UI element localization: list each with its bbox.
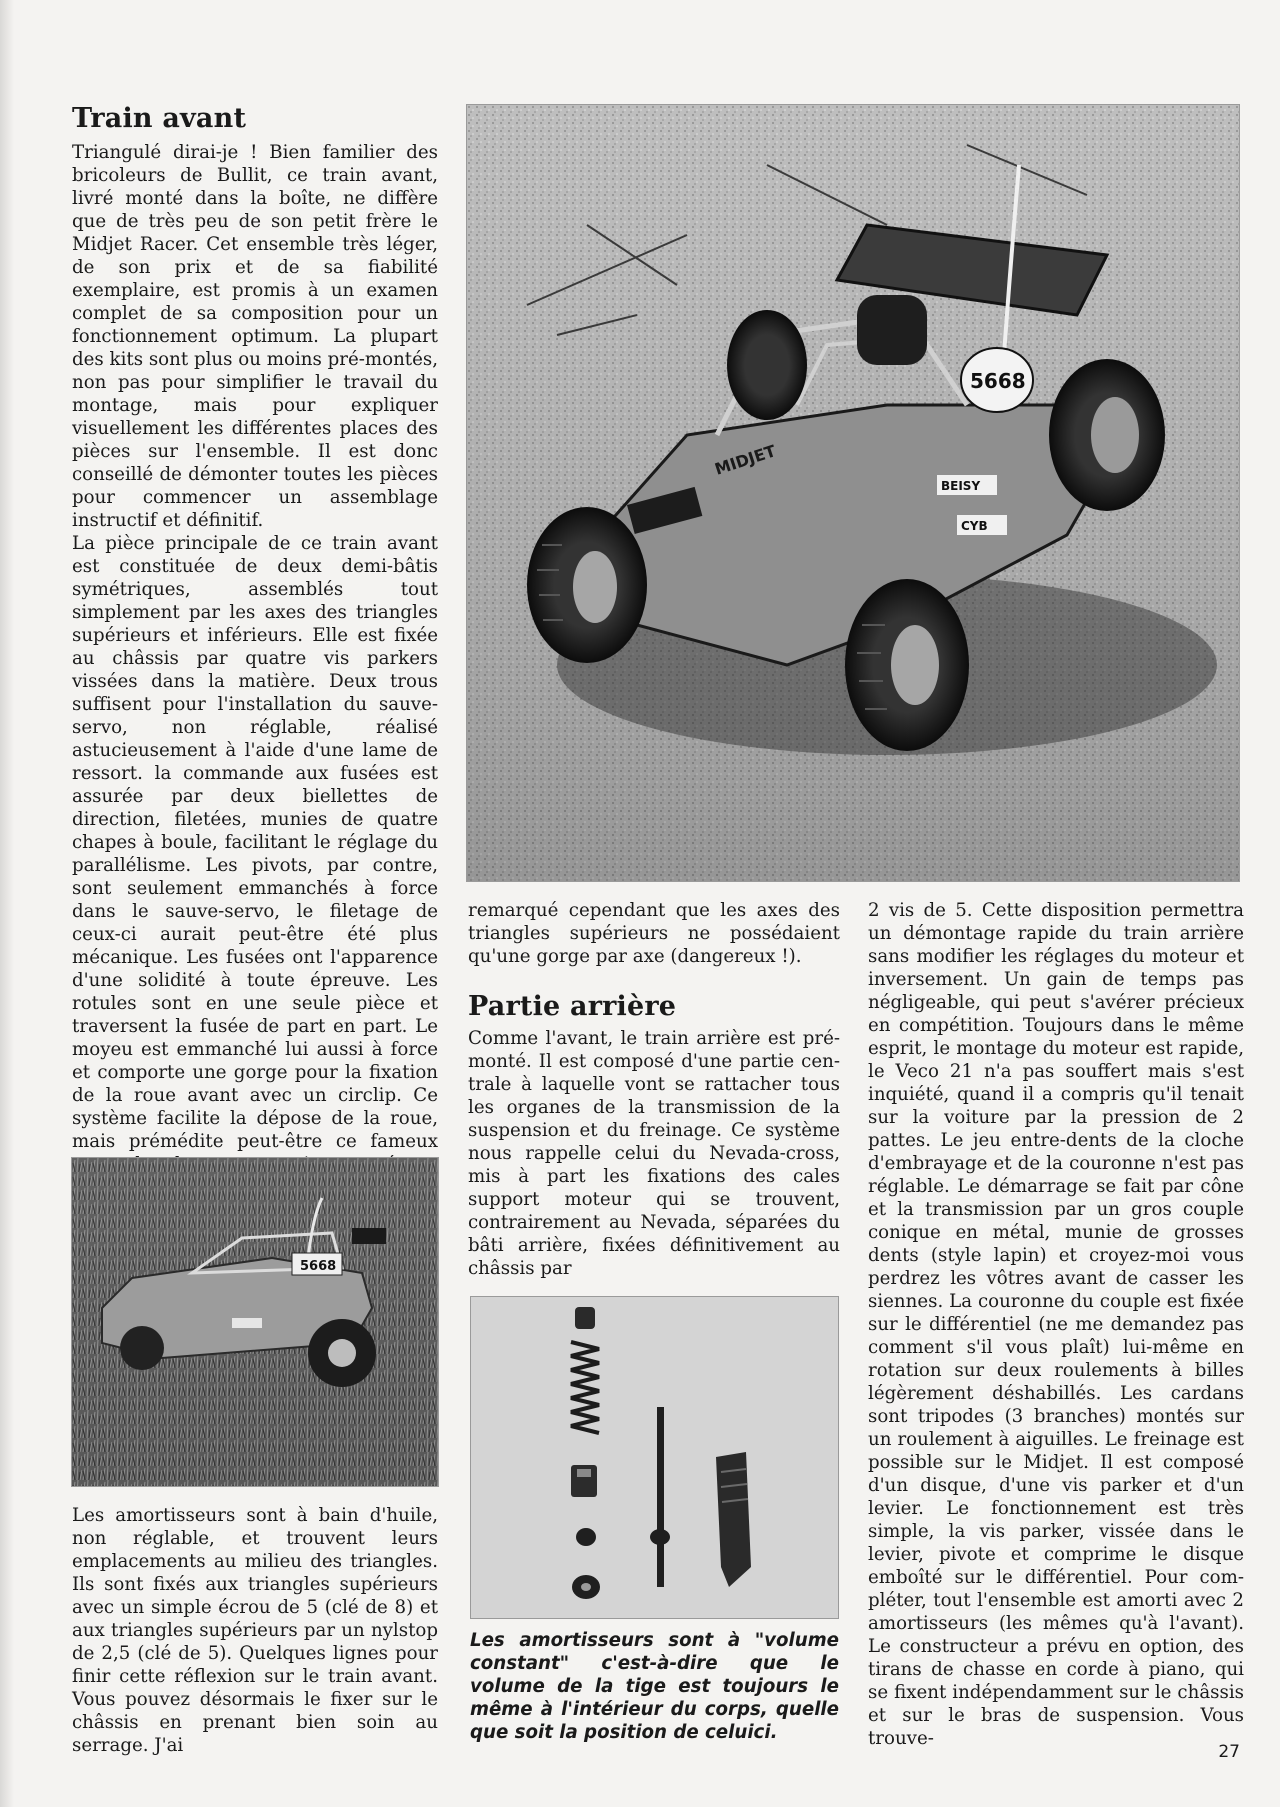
col3-paragraph: 2 vis de 5. Cette disposition permettra un démontage rapide du train arrière sans modifier les réglages du moteur et inversement. Un gain de temps pas négligeable, qui peut s'avérer précieux en compétition. Toujours dans le même esprit, le montage du moteur est rapide, le Veco 21 n'a pas souffert mais s'est inquiété, quand il a compris qu'il tenait sur la voiture par la pression de 2 pattes. Le jeu entre-dents de la cloche d'embrayage et de la couronne n'est pas réglable. Le démarrage se fait par cône et la transmission par un gros couple conique en métal, munie de grosses dents (style lapin) et croyez-moi vous perdrez les vôtres avant de casser les siennes. La couronne du couple est fixée sur le différentiel (ne me demandez pas comment s'il vous plaît) lui-même en rotation sur deux roulements à billes légèrement déshabillés. Les cardans sont tripodes (3 branches) montés sur un roulement à aiguilles. Le freinage est possible sur le Midjet. Il est composé d'un disque, d'une vis parker et d'un levier. Le fonctionnement est très simple, la vis parker, vissée dans le levier, pivote et comprime le disque emboîté sur le différentiel. Pour compléter, tout l'ensemble est amorti avec 2 amortisseurs (les mêmes qu'à l'avant). Le constructeur a prévu en option, des tirans de chasse en corde à piano, qui se fixent indépendamment sur le châssis et sur le bras de suspension. Vous trouve- xyxy=(868,900,1244,1749)
front-paragraph-3: Les amortisseurs sont à bain d'huile, non réglable, et trouvent leurs emplacements au milieu des triangles. Ils sont fixés aux triangles supérieurs avec un simple écrou de 5 (clé de 8) et aux triangles supérieurs par un nylstop de 2,5 (clé de 5). Quelques lignes pour finir cette réflexion sur le train avant. Vous pouvez désormais le fixer sur le châssis en prenant bien soin au serrage. J'ai xyxy=(72,1505,438,1756)
shock-caption-block xyxy=(470,1629,839,1744)
column-2 xyxy=(468,899,840,1280)
section-title-rear: Partie arrière xyxy=(468,991,677,1022)
main-car-sponsor-1: BEISY xyxy=(941,479,981,493)
section-title-front: Train avant xyxy=(72,103,247,134)
front-paragraph-2: La pièce principale de ce train avant est constituée de deux demi-bâtis symétriques, assemblés tout simplement par les axes des triangles supérieurs et inférieurs. Elle est fixée au châssis par quatre vis parkers vissées dans la matière. Deux trous suffisent pour l'installation du sauve-servo, non réglable, réalisé astucieusement à l'aide d'une lame de ressort. la commande aux fusées est assurée par deux biellettes de direction, filetées, munies de quatre chapes à boule, facilitant le réglage du parallélisme. Les pivots, par contre, sont seulement emmanchés à force dans le sauve-servo, le filetage de ceux-ci aurait peut-être été plus mécanique. Les fusées ont l'apparence d'une solidité à toute épreuve. Les rotules sont en une seule pièce et traversent la fusée de part en part. Le moyeu est emmanché lui aussi à force et comporte une gorge pour la fixation de la roue avant avec un circlip. Ce système facilite la dépose de la roue, mais prémédite peut-être ce fameux xyxy=(72,533,438,1152)
main-car-brand: MIDJET xyxy=(712,441,779,479)
rear-paragraph: Comme l'avant, le train arrière est prémonté. Il est composé d'une partie centrale à laquelle vont se rattacher tous les organes de la transmission de la suspension et du freinage. Ce système nous rappelle celui du Nevada-cross, mis à part les fixations des cales support moteur qui se trouvent, contrairement au Nevada, séparées du bâti arrière, fixées définitivement au châssis par xyxy=(468,1028,840,1279)
photo-shock-absorber-parts xyxy=(470,1296,839,1619)
column-1-bottom xyxy=(72,1504,438,1757)
shock-caption: Les amortisseurs sont à "volume constant" c'est-à-dire que le volume de la tige est toujours le même à l'intérieur du corps, quelle que soit la position de celuici. xyxy=(470,1630,839,1743)
car-in-grass-image xyxy=(72,1158,439,1487)
main-car-sponsor-2: CYB xyxy=(961,519,988,533)
main-car-image xyxy=(467,105,1240,882)
column-1 xyxy=(72,104,438,1199)
shock-absorber-image xyxy=(471,1297,839,1619)
photo-main-car xyxy=(466,104,1240,882)
col2-top-paragraph: remarqué cependant que les axes des triangles supérieurs ne possédaient qu'une gorge par axe (dangereux !). xyxy=(468,900,840,967)
main-car-number: 5668 xyxy=(970,369,1026,393)
scan-edge xyxy=(0,0,14,1807)
page-number: 27 xyxy=(1218,1742,1240,1762)
small-car-number: 5668 xyxy=(300,1259,337,1274)
column-3 xyxy=(868,899,1244,1750)
front-paragraph-1: Triangulé dirai-je ! Bien familier des bricoleurs de Bullit, ce train avant, livré monté dans la boîte, ne diffère que de très peu de son petit frère le Midjet Racer. Cet ensemble très léger, de son prix et de sa fiabilité exemplaire, est promis à un examen complet de sa composition pour un fonctionnement optimum. La plupart des kits sont plus ou moins pré-montés, non pas pour simplifier le travail du montage, mais pour expliquer visuellement les différentes places des pièces sur l'ensemble. Il est donc conseillé de démonter toutes les pièces pour commencer un assemblage instructif et définitif. xyxy=(72,142,438,531)
photo-car-in-grass xyxy=(71,1157,439,1487)
